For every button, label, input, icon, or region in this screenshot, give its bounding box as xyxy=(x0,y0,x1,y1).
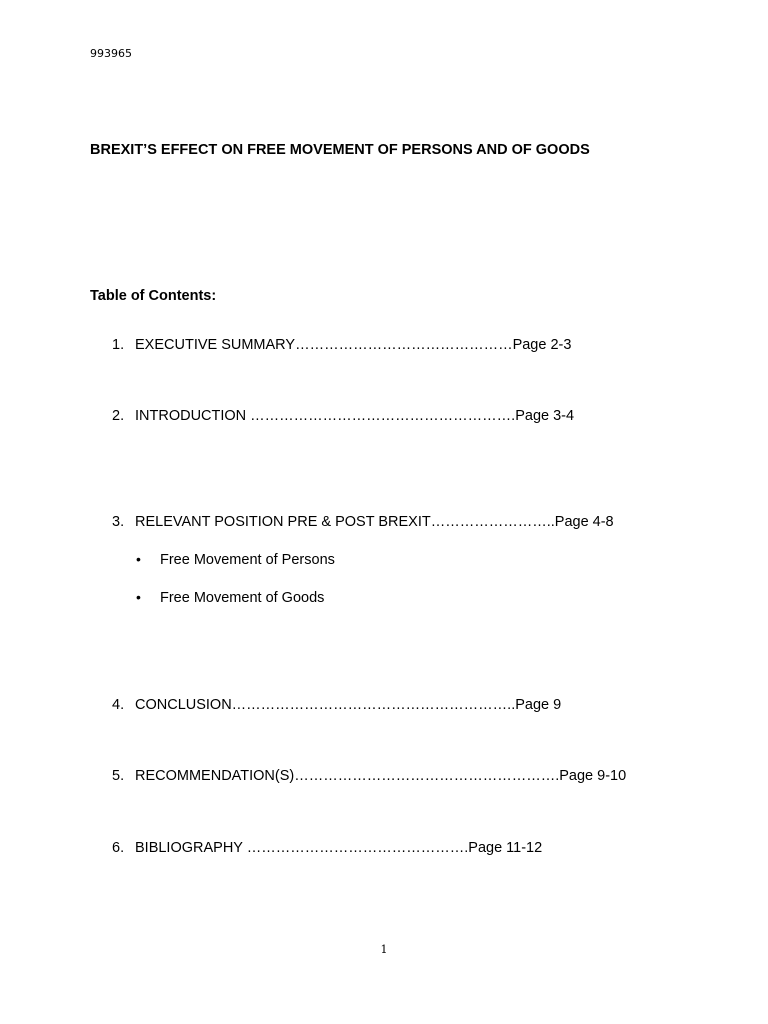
toc-entry-number: 2. xyxy=(112,408,125,424)
toc-entry-text: BIBLIOGRAPHY ……………………………………….Page 11-12 xyxy=(135,840,543,856)
toc-entry-number: 6. xyxy=(112,840,125,856)
toc-subitem-text: Free Movement of Persons xyxy=(160,552,335,568)
toc-entry-bibliography xyxy=(112,840,542,856)
toc-entry-recommendations xyxy=(112,768,626,784)
toc-entry-text: INTRODUCTION ……………………………………………….Page 3-4 xyxy=(135,408,575,424)
toc-subitem-text: Free Movement of Goods xyxy=(160,590,325,606)
toc-subitem-persons xyxy=(136,551,335,568)
toc-entry-introduction xyxy=(112,408,574,424)
toc-heading: Table of Contents: xyxy=(90,288,217,304)
document-id: 993965 xyxy=(90,47,132,60)
toc-entry-text: EXECUTIVE SUMMARY………………………………………Page 2-3 xyxy=(135,337,572,353)
toc-entry-conclusion xyxy=(112,697,561,713)
bullet-icon: • xyxy=(136,589,141,605)
page-number: 1 xyxy=(380,943,388,956)
toc-entry-number: 5. xyxy=(112,768,125,784)
toc-entry-number: 4. xyxy=(112,697,125,713)
toc-subitem-goods xyxy=(136,589,324,606)
toc-entry-text: CONCLUSION…………………………………………………..Page 9 xyxy=(135,697,562,713)
toc-entry-number: 1. xyxy=(112,337,125,353)
toc-entry-executive-summary xyxy=(112,337,571,353)
toc-entry-text: RECOMMENDATION(S)……………………………………………….Page 9-10 xyxy=(135,768,627,784)
toc-entry-number: 3. xyxy=(112,514,125,530)
document-title: BREXIT’S EFFECT ON FREE MOVEMENT OF PERSONS AND OF GOODS xyxy=(90,142,590,158)
toc-entry-relevant-position xyxy=(112,514,614,530)
toc-entry-text: RELEVANT POSITION PRE & POST BREXIT……………………..Page 4-8 xyxy=(135,514,614,530)
bullet-icon: • xyxy=(136,551,141,567)
